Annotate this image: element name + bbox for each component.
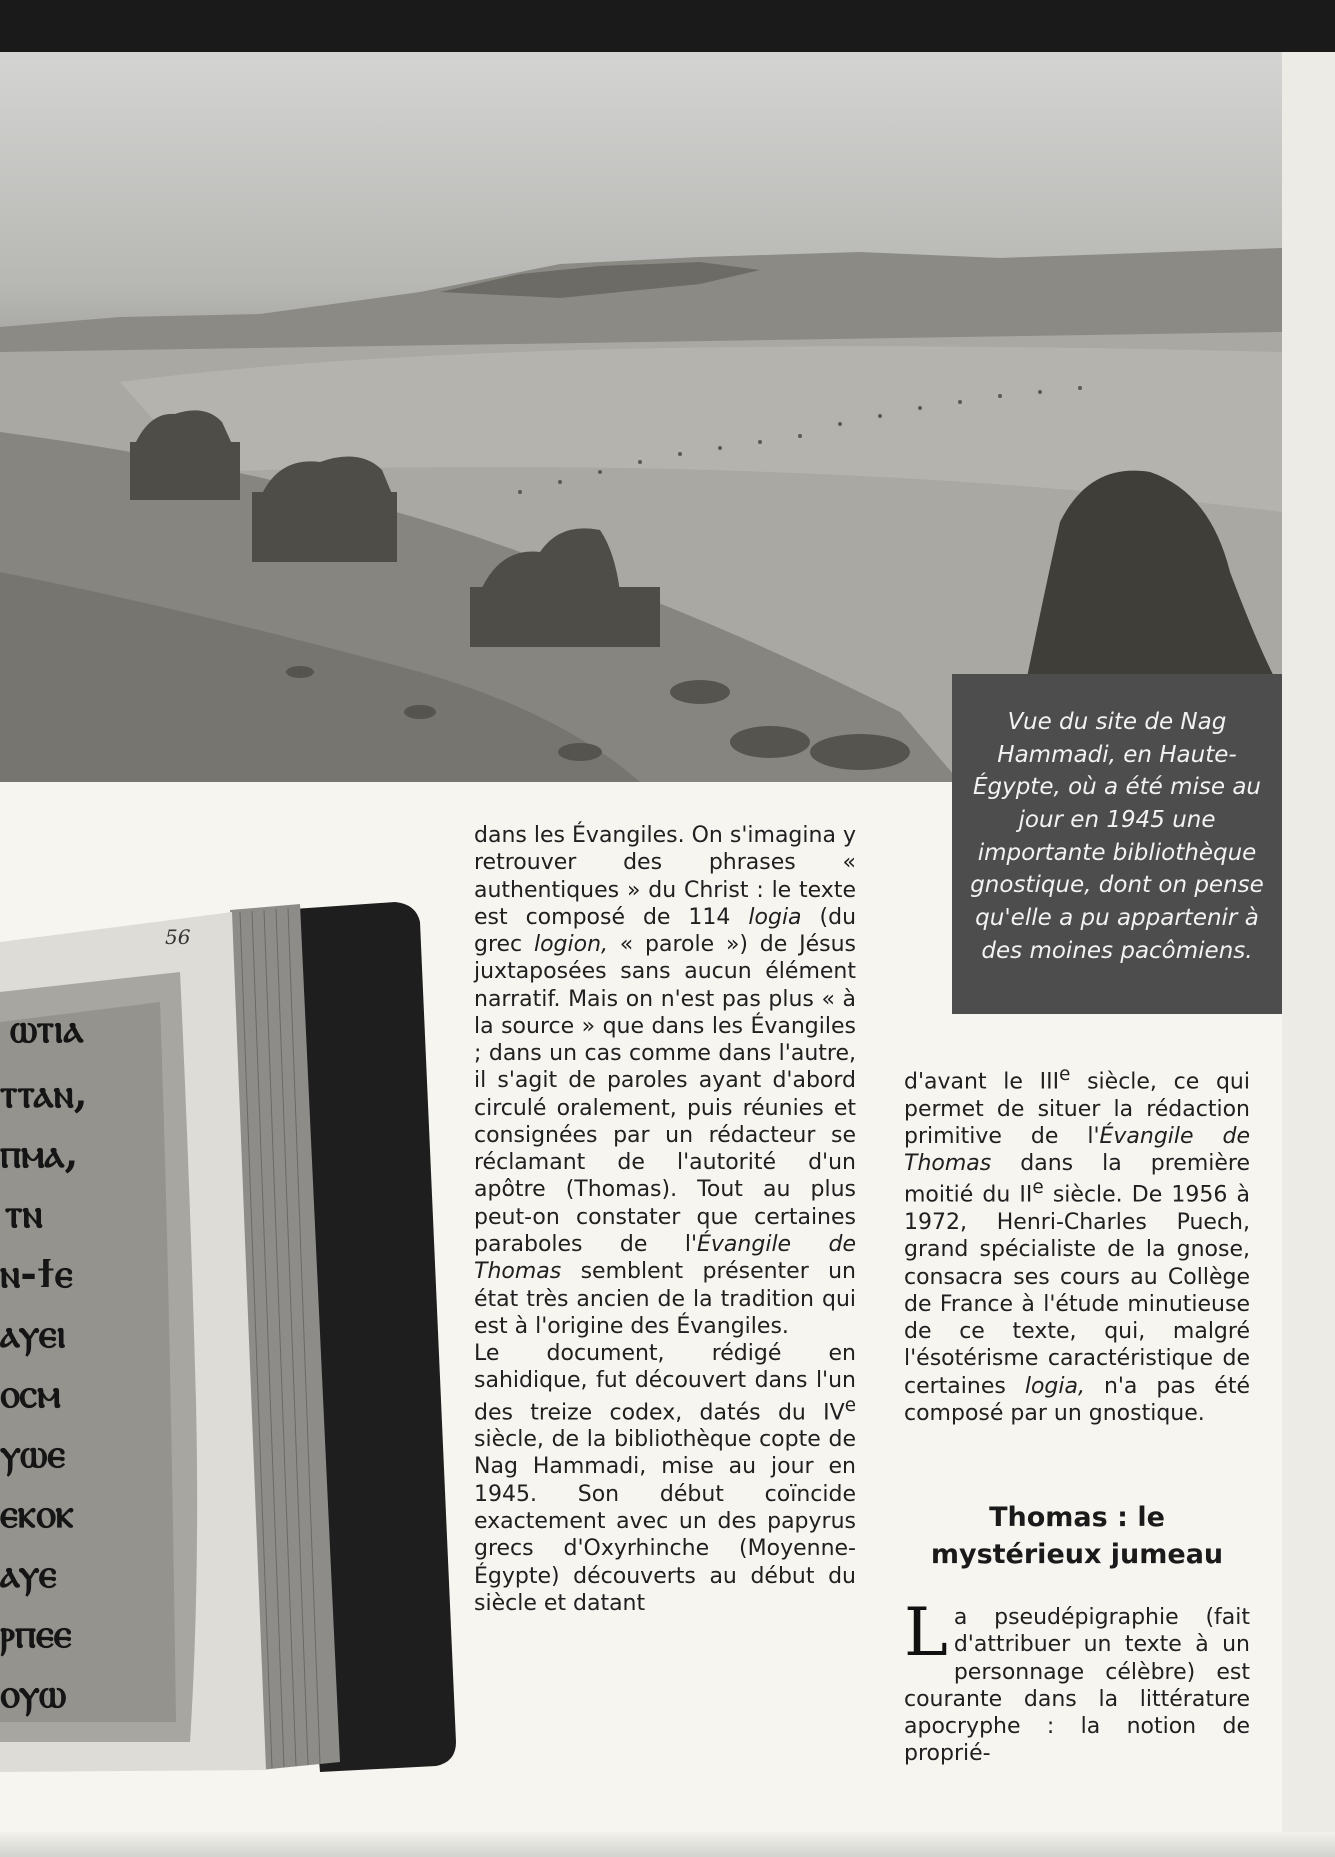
coptic-line: ⲣⲡⲉⲉ [0,1610,72,1657]
coptic-line: ⲩⲱⲉ [0,1430,66,1477]
nag-hammadi-site-photo [0,52,1282,782]
coptic-line: ⲱⲧⲓⲁ [10,1005,84,1052]
codex-illustration [0,882,456,1778]
coptic-line: ⲟⲥⲙ [0,1370,61,1417]
paragraph-1: dans les Évangiles. On s'imagina y retrouver des phrases « authentiques » du Christ : le texte est composé de 114 logia (du grec logion, « parole ») de Jésus juxtaposées sans aucun élément narratif. Mais on n'est pas plus « à la source » que dans les Évangiles ; dans un cas comme dans l'autre, il s'agit de paroles ayant d'abord circulé oralement, puis réunies et consignées par un rédacteur se réclamant de l'autorité d'un apôtre (Thomas). Tout au plus peut-on constater que certaines paraboles de l'Évangile de Thomas semblent présenter un état très ancien de la tradition qui est à l'origine des Évangiles. [474,823,857,1339]
drop-cap: L [904,1594,948,1671]
right-margin-strip [1282,52,1335,1857]
coptic-line: ⲡⲙⲁ, [0,1130,79,1177]
coptic-line: ⲉⲕⲟⲕ [0,1490,74,1537]
manuscript-page-number: 56 [165,925,191,949]
paragraph-2: Le document, rédigé en sahidique, fut découvert dans l'un des treize codex, datés du IVe siècle, de la bibliothèque copte de Nag Hammadi, mise au jour en 1945. Son début coïncide exactement avec un des papyrus grecs d'Oxyrhinche (Moyenne-Égypte) découverts au début du siècle et datant [474,1341,856,1616]
article-column-middle [474,822,856,1617]
bottom-page-edge [0,1832,1335,1857]
coptic-line: ⲁⲩⲉⲓ [0,1310,67,1357]
article-column-right [904,1064,1250,1427]
desert-landscape-illustration [0,52,1282,782]
photo-caption: Vue du site de Nag Hammadi, en Haute-Égypte, où a été mise au jour en 1945 une importante bibliothèque gnostique, dont on pense qu'elle a pu appartenir à des moines pacômiens. [952,674,1282,1014]
coptic-line: ⲛ-ϯⲉ [0,1250,73,1297]
coptic-line: ⲟⲩⲱ [0,1670,67,1717]
coptic-codex-photo [0,882,456,1778]
coptic-line: ⲁⲩⲉ [0,1550,57,1597]
coptic-line: ⲧⲧⲁⲛ, [0,1070,88,1117]
section-heading: Thomas : le mystérieux jumeau [930,1502,1224,1570]
paragraph-3: d'avant le IIIe siècle, ce qui permet de situer la rédaction primitive de l'Évangile de Thomas dans la première moitié du IIe siècle. De 1956 à 1972, Henri-Charles Puech, grand spécialiste de la gnose, consacra ses cours au Collège de France à l'étude minutieuse de ce texte, qui, malgré l'ésotérisme caractéristique de certaines logia, n'a pas été composé par un gnostique. [904,1064,1251,1426]
section-lead-paragraph: La pseudépigraphie (fait d'attribuer un texte à un personnage célèbre) est courante dans la littérature apocryphe : la notion de proprié- [904,1594,1250,1767]
coptic-line: ⲧⲛ [5,1190,43,1237]
